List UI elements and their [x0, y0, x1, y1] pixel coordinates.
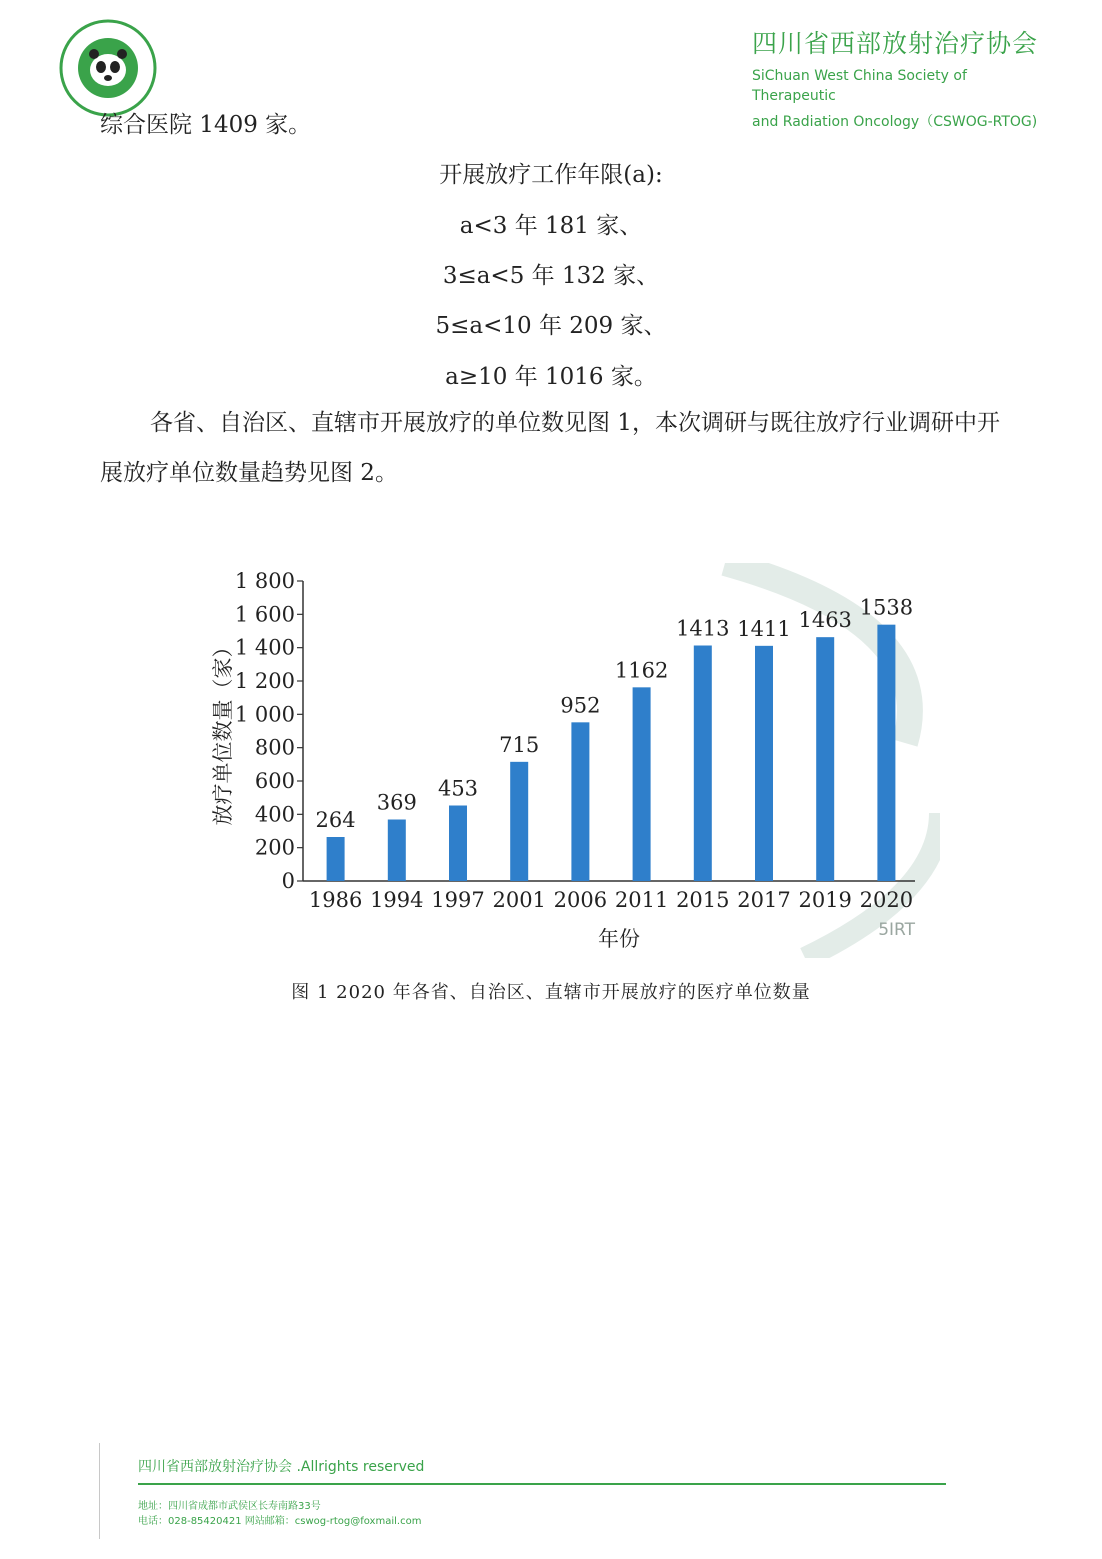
- x-tick-label: 2020: [859, 888, 914, 912]
- x-tick-label: 2011: [614, 888, 669, 912]
- org-header: [752, 24, 1042, 132]
- x-tick-label: 2006: [553, 888, 608, 912]
- bar: [755, 646, 773, 881]
- footer-contact: 电话：028-85420421 网站邮箱：cswog-rtog@foxmail.com: [138, 1516, 422, 1527]
- body-line-1: 综合医院 1409 家。: [100, 112, 312, 138]
- years-item-2: 3≤a<5 年 132 家、: [442, 263, 660, 289]
- bar-value-label: 715: [499, 732, 540, 757]
- y-tick-label: 600: [254, 769, 295, 793]
- body-paragraph: 各省、自治区、直辖市开展放疗的单位数见图 1，本次调研与既往放疗行业调研中开展放疗单位数量趋势见图 2。: [100, 410, 1000, 486]
- x-tick-label: 2017: [737, 888, 791, 912]
- bar: [816, 637, 834, 881]
- bar-value-label: 1413: [676, 616, 730, 641]
- y-tick-label: 1 200: [234, 669, 295, 693]
- footer-divider: [99, 1443, 100, 1539]
- org-name-en-1: SiChuan West China Society of Therapeutic: [752, 68, 967, 104]
- years-item-3: 5≤a<10 年 209 家、: [435, 313, 667, 339]
- y-axis-label: 放疗单位数量（家）: [211, 636, 235, 826]
- bar-value-label: 952: [560, 693, 601, 718]
- x-tick-label: 1994: [370, 888, 424, 912]
- y-tick-label: 1 600: [234, 602, 295, 627]
- x-tick-label: 1997: [431, 888, 485, 912]
- y-tick-label: 1 400: [234, 635, 295, 660]
- y-tick-label: 200: [254, 835, 295, 860]
- x-tick-label: 1986: [308, 888, 363, 912]
- bar: [388, 820, 406, 882]
- bar-chart: [205, 563, 940, 958]
- x-axis-label: 年份: [598, 927, 640, 951]
- bar: [694, 646, 712, 882]
- bar-value-label: 1538: [859, 595, 914, 620]
- footer-rule: [138, 1483, 946, 1485]
- bar: [449, 806, 467, 882]
- bar-value-label: 1162: [614, 658, 669, 683]
- x-tick-label: 2019: [798, 888, 852, 912]
- bar: [327, 837, 345, 881]
- y-tick-label: 400: [254, 802, 295, 827]
- bar: [510, 762, 528, 881]
- x-tick-label: 2001: [492, 888, 546, 912]
- bar: [877, 625, 895, 881]
- y-tick-label: 1 000: [234, 702, 295, 727]
- figure-caption: 图 1 2020 年各省、自治区、直辖市开展放疗的医疗单位数量: [291, 982, 811, 1003]
- x-tick-label: 2015: [676, 888, 730, 912]
- watermark-text: 5IRT: [878, 920, 915, 940]
- society-logo: [58, 18, 158, 118]
- bar-value-label: 369: [376, 790, 417, 815]
- bar-value-label: 1463: [798, 608, 852, 633]
- bar: [633, 687, 651, 881]
- y-tick-label: 0: [281, 869, 295, 893]
- y-tick-label: 1 800: [234, 569, 295, 593]
- footer-address: 地址：四川省成都市武侯区长寿南路33号: [138, 1501, 321, 1512]
- bar-value-label: 264: [315, 808, 356, 832]
- bar-value-label: 1411: [737, 616, 791, 641]
- years-item-1: a<3 年 181 家、: [459, 213, 643, 239]
- bar: [571, 722, 589, 881]
- y-tick-label: 800: [254, 735, 295, 760]
- years-heading: 开展放疗工作年限(a):: [439, 162, 663, 188]
- chart-svg: [205, 563, 940, 958]
- years-item-4: a≥10 年 1016 家。: [445, 364, 657, 390]
- org-name-en-2: and Radiation Oncology（CSWOG-RTOG): [752, 114, 1038, 130]
- org-name-cn: 四川省西部放射治疗协会: [752, 29, 1039, 58]
- bar-value-label: 453: [437, 776, 479, 801]
- footer-title: 四川省西部放射治疗协会 .Allrights reserved: [138, 1459, 425, 1475]
